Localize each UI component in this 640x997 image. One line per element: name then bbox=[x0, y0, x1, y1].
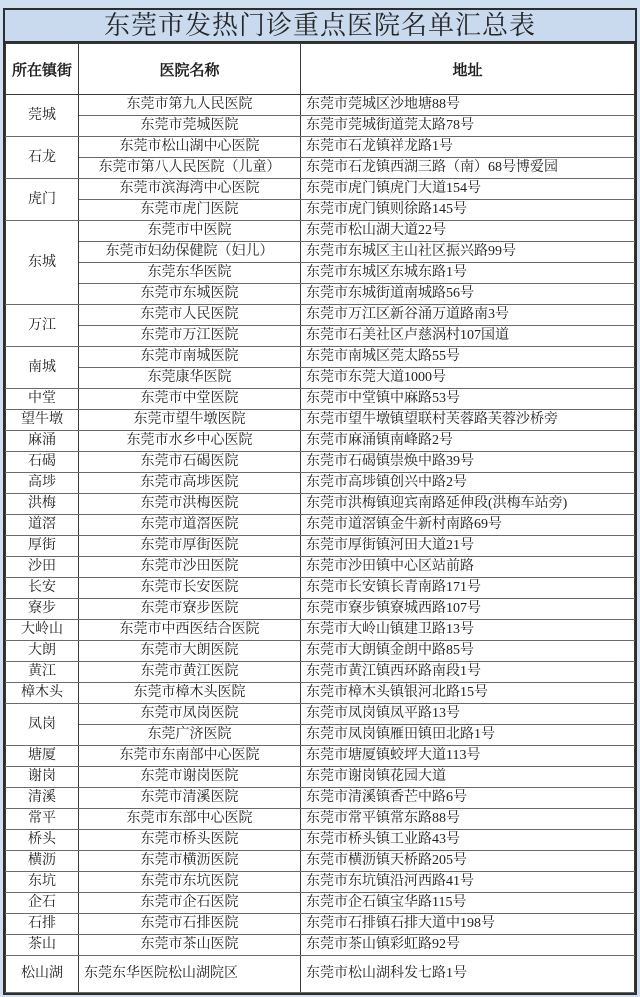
hospital-name-cell: 东莞市大朗医院 bbox=[79, 641, 301, 662]
table-row bbox=[6, 662, 635, 683]
address-cell: 东莞市石龙镇祥龙路1号 bbox=[301, 137, 635, 158]
table-row bbox=[6, 221, 635, 242]
hospital-name-cell: 东莞市樟木头医院 bbox=[79, 683, 301, 704]
hospital-name-cell: 东莞市第八人民医院（儿童） bbox=[79, 158, 301, 179]
address-cell: 东莞市石排镇石排大道中198号 bbox=[301, 914, 635, 935]
hospital-name-cell: 东莞市中医院 bbox=[79, 221, 301, 242]
address-cell: 东莞市虎门镇虎门大道154号 bbox=[301, 179, 635, 200]
hospital-name-cell: 东莞市谢岗医院 bbox=[79, 767, 301, 788]
table-row bbox=[6, 515, 635, 536]
town-cell: 寮步 bbox=[6, 599, 79, 620]
town-cell: 清溪 bbox=[6, 788, 79, 809]
address-cell: 东莞市茶山镇彩虹路92号 bbox=[301, 935, 635, 956]
address-cell: 东莞市黄江镇西环路南段1号 bbox=[301, 662, 635, 683]
table-row bbox=[6, 767, 635, 788]
hospital-name-cell: 东莞市妇幼保健院（妇儿） bbox=[79, 242, 301, 263]
address-cell: 东莞市石美社区卢慈涡村107国道 bbox=[301, 326, 635, 347]
table-row bbox=[6, 935, 635, 956]
hospital-name-cell: 东莞市东部中心医院 bbox=[79, 809, 301, 830]
table-row bbox=[6, 893, 635, 914]
address-cell: 东莞市东城街道南城路56号 bbox=[301, 284, 635, 305]
address-cell: 东莞市莞城区沙地塘88号 bbox=[301, 95, 635, 116]
address-cell: 东莞市道滘镇金牛新村南路69号 bbox=[301, 515, 635, 536]
town-cell: 厚街 bbox=[6, 536, 79, 557]
hospital-name-cell: 东莞市东城医院 bbox=[79, 284, 301, 305]
table-row bbox=[6, 389, 635, 410]
column-header-town: 所在镇街 bbox=[6, 44, 79, 95]
address-cell: 东莞市常平镇常东路88号 bbox=[301, 809, 635, 830]
address-cell: 东莞市虎门镇则徐路145号 bbox=[301, 200, 635, 221]
town-cell: 谢岗 bbox=[6, 767, 79, 788]
hospital-name-cell: 东莞市寮步医院 bbox=[79, 599, 301, 620]
table-row bbox=[6, 578, 635, 599]
table-row bbox=[6, 179, 635, 200]
address-cell: 东莞市清溪镇香芒中路6号 bbox=[301, 788, 635, 809]
hospital-name-cell: 东莞市高埗医院 bbox=[79, 473, 301, 494]
header-row bbox=[6, 44, 635, 95]
address-cell: 东莞市麻涌镇南峰路2号 bbox=[301, 431, 635, 452]
hospital-name-cell: 东莞市桥头医院 bbox=[79, 830, 301, 851]
address-cell: 东莞市洪梅镇迎宾南路延伸段(洪梅车站旁) bbox=[301, 494, 635, 515]
address-cell: 东莞市望牛墩镇望联村芙蓉路芙蓉沙桥旁 bbox=[301, 410, 635, 431]
hospital-name-cell: 东莞市望牛墩医院 bbox=[79, 410, 301, 431]
address-cell: 东莞市桥头镇工业路43号 bbox=[301, 830, 635, 851]
hospital-name-cell: 东莞市企石医院 bbox=[79, 893, 301, 914]
table-row bbox=[6, 620, 635, 641]
town-cell: 石碣 bbox=[6, 452, 79, 473]
town-cell: 沙田 bbox=[6, 557, 79, 578]
hospital-name-cell: 东莞市石碣医院 bbox=[79, 452, 301, 473]
town-cell: 中堂 bbox=[6, 389, 79, 410]
table-row bbox=[6, 137, 635, 158]
town-cell: 塘厦 bbox=[6, 746, 79, 767]
hospital-name-cell: 东莞市茶山医院 bbox=[79, 935, 301, 956]
town-cell: 石龙 bbox=[6, 137, 79, 179]
table-row bbox=[6, 872, 635, 893]
hospital-name-cell: 东莞市石排医院 bbox=[79, 914, 301, 935]
address-cell: 东莞市大岭山镇建卫路13号 bbox=[301, 620, 635, 641]
table-row bbox=[6, 746, 635, 767]
table-row bbox=[6, 452, 635, 473]
hospital-name-cell: 东莞市横沥医院 bbox=[79, 851, 301, 872]
address-cell: 东莞市凤岗镇雁田镇田北路1号 bbox=[301, 725, 635, 746]
town-cell: 麻涌 bbox=[6, 431, 79, 452]
address-cell: 东莞市沙田镇中心区站前路 bbox=[301, 557, 635, 578]
table-row bbox=[6, 368, 635, 389]
table-row bbox=[6, 431, 635, 452]
town-cell: 企石 bbox=[6, 893, 79, 914]
address-cell: 东莞市高埗镇创兴中路2号 bbox=[301, 473, 635, 494]
page-title: 东莞市发热门诊重点医院名单汇总表 bbox=[5, 10, 635, 43]
hospital-name-cell: 东莞市凤岗医院 bbox=[79, 704, 301, 725]
hospital-name-cell: 东莞市东坑医院 bbox=[79, 872, 301, 893]
town-cell: 望牛墩 bbox=[6, 410, 79, 431]
table-row bbox=[6, 263, 635, 284]
address-cell: 东莞市谢岗镇花园大道 bbox=[301, 767, 635, 788]
table-row bbox=[6, 95, 635, 116]
town-cell: 虎门 bbox=[6, 179, 79, 221]
hospital-name-cell: 东莞市莞城医院 bbox=[79, 116, 301, 137]
table-row bbox=[6, 788, 635, 809]
table-row bbox=[6, 347, 635, 368]
hospital-name-cell: 东莞市中堂医院 bbox=[79, 389, 301, 410]
hospital-name-cell: 东莞市万江医院 bbox=[79, 326, 301, 347]
address-cell: 东莞市长安镇长青南路171号 bbox=[301, 578, 635, 599]
table-row bbox=[6, 116, 635, 137]
town-cell: 茶山 bbox=[6, 935, 79, 956]
hospital-name-cell: 东莞康华医院 bbox=[79, 368, 301, 389]
address-cell: 东莞市凤岗镇凤平路13号 bbox=[301, 704, 635, 725]
town-cell: 东坑 bbox=[6, 872, 79, 893]
hospital-name-cell: 东莞广济医院 bbox=[79, 725, 301, 746]
hospital-name-cell: 东莞市南城医院 bbox=[79, 347, 301, 368]
address-cell: 东莞市松山湖大道22号 bbox=[301, 221, 635, 242]
table-row bbox=[6, 725, 635, 746]
hospital-name-cell: 东莞市黄江医院 bbox=[79, 662, 301, 683]
hospital-name-cell: 东莞东华医院松山湖院区 bbox=[79, 956, 301, 993]
table-row bbox=[6, 956, 635, 993]
hospital-name-cell: 东莞市水乡中心医院 bbox=[79, 431, 301, 452]
address-cell: 东莞市东坑镇沿河西路41号 bbox=[301, 872, 635, 893]
town-cell: 樟木头 bbox=[6, 683, 79, 704]
hospital-name-cell: 东莞市虎门医院 bbox=[79, 200, 301, 221]
address-cell: 东莞市寮步镇寮城西路107号 bbox=[301, 599, 635, 620]
town-cell: 桥头 bbox=[6, 830, 79, 851]
address-cell: 东莞市松山湖科发七路1号 bbox=[301, 956, 635, 993]
hospital-name-cell: 东莞市厚街医院 bbox=[79, 536, 301, 557]
table-row bbox=[6, 536, 635, 557]
town-cell: 凤岗 bbox=[6, 704, 79, 746]
column-header-address: 地址 bbox=[301, 44, 635, 95]
town-cell: 万江 bbox=[6, 305, 79, 347]
hospital-name-cell: 东莞市东南部中心医院 bbox=[79, 746, 301, 767]
town-cell: 大朗 bbox=[6, 641, 79, 662]
town-cell: 横沥 bbox=[6, 851, 79, 872]
town-cell: 黄江 bbox=[6, 662, 79, 683]
town-cell: 东城 bbox=[6, 221, 79, 305]
table-row bbox=[6, 158, 635, 179]
table-row bbox=[6, 641, 635, 662]
address-cell: 东莞市万江区新谷涌万道路南3号 bbox=[301, 305, 635, 326]
table-row bbox=[6, 914, 635, 935]
table-row bbox=[6, 305, 635, 326]
hospital-name-cell: 东莞市洪梅医院 bbox=[79, 494, 301, 515]
address-cell: 东莞市大朗镇金朗中路85号 bbox=[301, 641, 635, 662]
hospital-table bbox=[5, 43, 635, 993]
hospital-name-cell: 东莞市人民医院 bbox=[79, 305, 301, 326]
address-cell: 东莞市厚街镇河田大道21号 bbox=[301, 536, 635, 557]
summary-sheet bbox=[3, 8, 637, 995]
hospital-name-cell: 东莞市中西医结合医院 bbox=[79, 620, 301, 641]
table-row bbox=[6, 851, 635, 872]
table-row bbox=[6, 809, 635, 830]
table-row bbox=[6, 410, 635, 431]
town-cell: 石排 bbox=[6, 914, 79, 935]
hospital-name-cell: 东莞市滨海湾中心医院 bbox=[79, 179, 301, 200]
address-cell: 东莞市东城区东城东路1号 bbox=[301, 263, 635, 284]
address-cell: 东莞市塘厦镇蛟坪大道113号 bbox=[301, 746, 635, 767]
hospital-name-cell: 东莞市沙田医院 bbox=[79, 557, 301, 578]
address-cell: 东莞市南城区莞太路55号 bbox=[301, 347, 635, 368]
table-row bbox=[6, 704, 635, 725]
address-cell: 东莞市中堂镇中麻路53号 bbox=[301, 389, 635, 410]
address-cell: 东莞市企石镇宝华路115号 bbox=[301, 893, 635, 914]
table-row bbox=[6, 494, 635, 515]
hospital-name-cell: 东莞东华医院 bbox=[79, 263, 301, 284]
table-row bbox=[6, 557, 635, 578]
address-cell: 东莞市东莞大道1000号 bbox=[301, 368, 635, 389]
town-cell: 莞城 bbox=[6, 95, 79, 137]
address-cell: 东莞市石碣镇崇焕中路39号 bbox=[301, 452, 635, 473]
town-cell: 道滘 bbox=[6, 515, 79, 536]
town-cell: 松山湖 bbox=[6, 956, 79, 993]
town-cell: 大岭山 bbox=[6, 620, 79, 641]
table-row bbox=[6, 473, 635, 494]
town-cell: 南城 bbox=[6, 347, 79, 389]
table-row bbox=[6, 683, 635, 704]
town-cell: 高埗 bbox=[6, 473, 79, 494]
address-cell: 东莞市横沥镇天桥路205号 bbox=[301, 851, 635, 872]
column-header-hospital: 医院名称 bbox=[79, 44, 301, 95]
address-cell: 东莞市莞城街道莞太路78号 bbox=[301, 116, 635, 137]
hospital-name-cell: 东莞市第九人民医院 bbox=[79, 95, 301, 116]
hospital-name-cell: 东莞市松山湖中心医院 bbox=[79, 137, 301, 158]
town-cell: 常平 bbox=[6, 809, 79, 830]
town-cell: 长安 bbox=[6, 578, 79, 599]
address-cell: 东莞市樟木头镇银河北路15号 bbox=[301, 683, 635, 704]
table-row bbox=[6, 830, 635, 851]
table-row bbox=[6, 284, 635, 305]
address-cell: 东莞市东城区主山社区振兴路99号 bbox=[301, 242, 635, 263]
address-cell: 东莞市石龙镇西湖三路（南）68号博爱园 bbox=[301, 158, 635, 179]
hospital-name-cell: 东莞市道滘医院 bbox=[79, 515, 301, 536]
table-row bbox=[6, 242, 635, 263]
hospital-name-cell: 东莞市长安医院 bbox=[79, 578, 301, 599]
hospital-name-cell: 东莞市清溪医院 bbox=[79, 788, 301, 809]
table-row bbox=[6, 326, 635, 347]
town-cell: 洪梅 bbox=[6, 494, 79, 515]
table-row bbox=[6, 599, 635, 620]
table-row bbox=[6, 200, 635, 221]
